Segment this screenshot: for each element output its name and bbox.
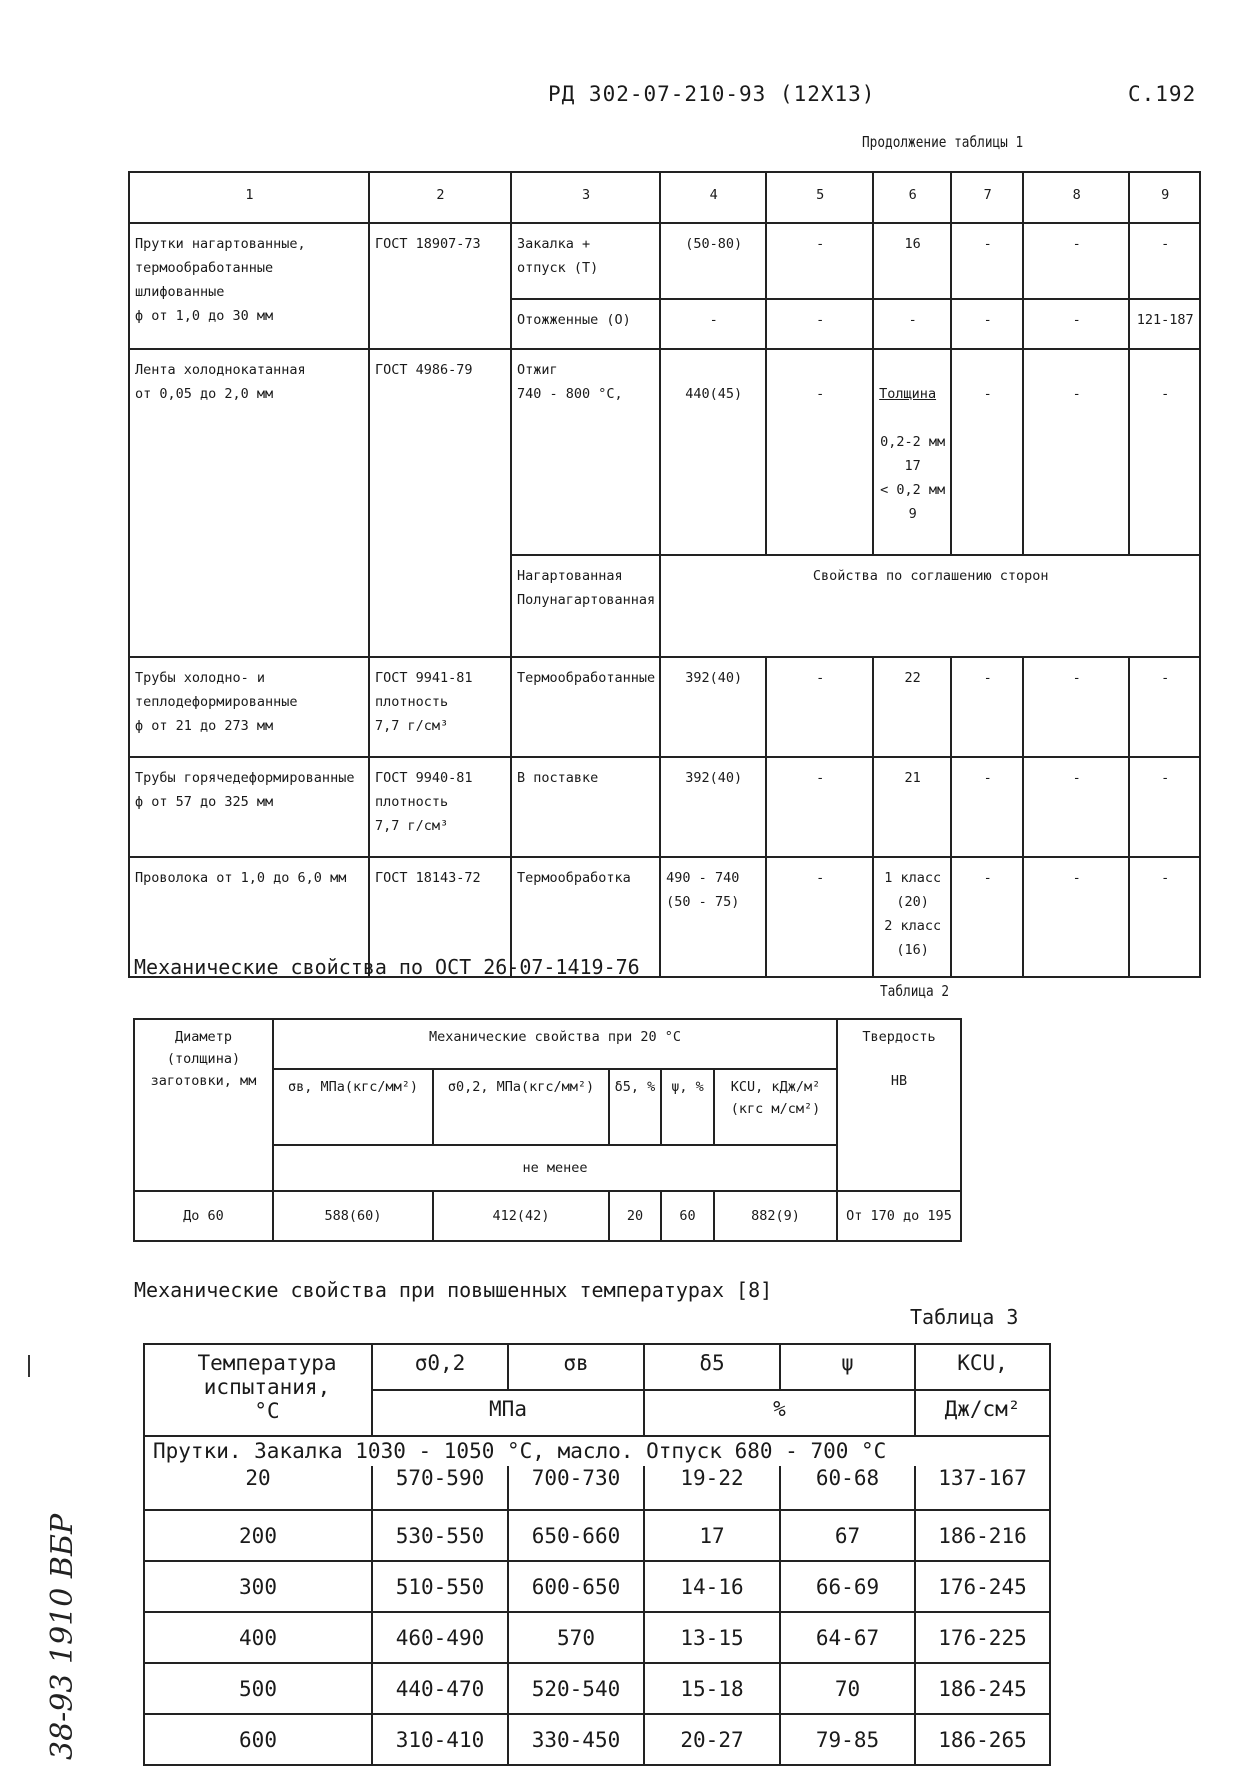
value-cell: 22 (873, 657, 951, 757)
table-row (134, 1191, 961, 1241)
table1-column-numbers (129, 172, 1200, 223)
table-row (144, 1561, 1050, 1612)
table-row (129, 349, 1200, 555)
table-cell: 60-68 (780, 1466, 915, 1510)
value-cell: - (1129, 349, 1200, 555)
table-cell: От 170 до 195 (837, 1191, 961, 1241)
value-cell: - (1023, 657, 1129, 757)
table-cell: 200 (144, 1510, 372, 1561)
state-cell: Отжиг 740 - 800 °С, (511, 349, 660, 555)
psi-header: ψ (780, 1344, 915, 1390)
table-cell: 500 (144, 1663, 372, 1714)
standard-cell: ГОСТ 4986-79 (369, 349, 511, 657)
table-cell: 186-265 (915, 1714, 1050, 1765)
col-number: 6 (873, 172, 951, 223)
table-cell: 600-650 (508, 1561, 644, 1612)
value-cell: - (1023, 349, 1129, 555)
value-cell: - (1129, 657, 1200, 757)
table-cell: 67 (780, 1510, 915, 1561)
properties-header: Механические свойства при 20 °С (273, 1019, 837, 1069)
state-cell: Термообработка (511, 857, 660, 977)
product-cell: Прутки нагартованные, термообработанные шлифованные ф от 1,0 до 30 мм (129, 223, 369, 349)
state-cell: Закалка + отпуск (Т) (511, 223, 660, 299)
table-cell: 310-410 (372, 1714, 508, 1765)
standard-cell: ГОСТ 18143-72 (369, 857, 511, 977)
delta5-header: δ5 (644, 1344, 780, 1390)
table-cell: 13-15 (644, 1612, 780, 1663)
value-cell: - (1129, 223, 1200, 299)
state-cell: Отожженные (О) (511, 299, 660, 349)
table-cell: 186-216 (915, 1510, 1050, 1561)
state-cell: Нагартованная Полунагартованная (511, 555, 660, 657)
sub-header: КСU, кДж/м² (кгс м/см²) (714, 1069, 837, 1145)
value-cell: - (766, 757, 873, 857)
table-cell: 20 (609, 1191, 661, 1241)
table-cell: 650-660 (508, 1510, 644, 1561)
value-cell: - (951, 757, 1023, 857)
table-row (129, 757, 1200, 857)
table-cell: 412(42) (433, 1191, 609, 1241)
value-cell: 21 (873, 757, 951, 857)
table-cell: 882(9) (714, 1191, 837, 1241)
diameter-header: Диаметр (толщина) заготовки, мм (134, 1019, 273, 1191)
value-cell: - (1129, 857, 1200, 977)
table-row (129, 223, 1200, 299)
table-cell: До 60 (134, 1191, 273, 1241)
state-cell: Термообработанные (511, 657, 660, 757)
col-number: 4 (660, 172, 766, 223)
table-row (134, 1019, 961, 1069)
table-cell: 70 (780, 1663, 915, 1714)
section-2-title: Механические свойства по ОСТ 26-07-1419-76 (134, 955, 640, 979)
product-cell: Проволока от 1,0 до 6,0 мм (129, 857, 369, 977)
value-cell: - (766, 657, 873, 757)
value-cell: - (1023, 223, 1129, 299)
not-less-label: не менее (273, 1145, 837, 1191)
value-cell: - (951, 223, 1023, 299)
table-cell: 588(60) (273, 1191, 433, 1241)
table-row (144, 1466, 1050, 1510)
value-cell: - (766, 349, 873, 555)
table-cell: 60 (661, 1191, 714, 1241)
table-cell: 19-22 (644, 1466, 780, 1510)
value-cell: 121-187 (1129, 299, 1200, 349)
value-cell: - (951, 857, 1023, 977)
table-cell: 186-245 (915, 1663, 1050, 1714)
value-cell: 392(40) (660, 757, 766, 857)
sub-header: δ5, % (609, 1069, 661, 1145)
handwritten-margin-note (30, 1460, 90, 1760)
table-row (144, 1344, 1050, 1390)
value-cell: 392(40) (660, 657, 766, 757)
value-cell: - (1023, 857, 1129, 977)
table-subheading-row (144, 1436, 1050, 1466)
table-cell: 510-550 (372, 1561, 508, 1612)
table3-caption: Таблица 3 (910, 1305, 1019, 1329)
table-3 (143, 1343, 1051, 1766)
table-cell: 570 (508, 1612, 644, 1663)
col-number: 1 (129, 172, 369, 223)
table-cell: 14-16 (644, 1561, 780, 1612)
table-cell: 15-18 (644, 1663, 780, 1714)
table-row (144, 1510, 1050, 1561)
table-cell: 176-225 (915, 1612, 1050, 1663)
kcu-header: KCU, (915, 1344, 1050, 1390)
value-cell: - (951, 299, 1023, 349)
value-cell: - (951, 349, 1023, 555)
col-number: 2 (369, 172, 511, 223)
sub-header: σв, МПа(кгс/мм²) (273, 1069, 433, 1145)
margin-mark (28, 1355, 30, 1377)
merged-note-cell: Свойства по соглашению сторон (660, 555, 1200, 657)
standard-cell: ГОСТ 9940-81 плотность 7,7 г/см³ (369, 757, 511, 857)
table-cell: 64-67 (780, 1612, 915, 1663)
product-cell: Лента холоднокатанная от 0,05 до 2,0 мм (129, 349, 369, 657)
col-number: 7 (951, 172, 1023, 223)
table-cell: 570-590 (372, 1466, 508, 1510)
value-cell: - (660, 299, 766, 349)
state-cell: В поставке (511, 757, 660, 857)
value-cell: 1 класс (20) 2 класс (16) (873, 857, 951, 977)
value-cell: 490 - 740 (50 - 75) (660, 857, 766, 977)
thickness-values: 0,2-2 мм 17 < 0,2 мм 9 (880, 434, 946, 522)
sub-header: σ0,2, МПа(кгс/мм²) (433, 1069, 609, 1145)
unit-percent: % (644, 1390, 915, 1436)
table-cell: 79-85 (780, 1714, 915, 1765)
sigma02-header: σ0,2 (372, 1344, 508, 1390)
value-cell: - (766, 299, 873, 349)
standard-cell: ГОСТ 9941-81 плотность 7,7 г/см³ (369, 657, 511, 757)
table1-caption: Продолжение таблицы 1 (862, 133, 1024, 151)
temperature-header: Температура испытания, °С (144, 1344, 372, 1436)
table-cell: 300 (144, 1561, 372, 1612)
table-cell: 330-450 (508, 1714, 644, 1765)
unit-mpa: МПа (372, 1390, 644, 1436)
table-cell: 440-470 (372, 1663, 508, 1714)
value-cell: - (766, 857, 873, 977)
table-row (144, 1612, 1050, 1663)
table-cell: 17 (644, 1510, 780, 1561)
treatment-subheading: Прутки. Закалка 1030 - 1050 °С, масло. Отпуск 680 - 700 °С (144, 1436, 1050, 1466)
table-2 (133, 1018, 962, 1242)
col-number: 5 (766, 172, 873, 223)
sub-header: ψ, % (661, 1069, 714, 1145)
document-title: РД 302-07-210-93 (12Х13) (548, 82, 876, 106)
value-cell: - (1023, 757, 1129, 857)
table-cell: 176-245 (915, 1561, 1050, 1612)
table-cell: 137-167 (915, 1466, 1050, 1510)
thickness-cell (873, 349, 951, 555)
page-number: С.192 (1128, 82, 1197, 106)
value-cell: - (873, 299, 951, 349)
thickness-heading: Толщина (879, 386, 937, 402)
table-cell: 460-490 (372, 1612, 508, 1663)
value-cell: 440(45) (660, 349, 766, 555)
table2-caption: Таблица 2 (880, 982, 950, 1000)
section-3-title: Механические свойства при повышенных температурах [8] (134, 1278, 773, 1302)
table-cell: 530-550 (372, 1510, 508, 1561)
table-row (144, 1663, 1050, 1714)
table-cell: 66-69 (780, 1561, 915, 1612)
col-number: 8 (1023, 172, 1129, 223)
table-cell: 20 (144, 1466, 372, 1510)
table-cell: 20-27 (644, 1714, 780, 1765)
col-number: 3 (511, 172, 660, 223)
value-cell: - (766, 223, 873, 299)
col-number: 9 (1129, 172, 1200, 223)
unit-kcu: Дж/см² (915, 1390, 1050, 1436)
product-cell: Трубы горячедеформированные ф от 57 до 325 мм (129, 757, 369, 857)
handwritten-note-text: 38-93 1910 ВБР (45, 1513, 80, 1760)
table-row (129, 657, 1200, 757)
product-cell: Трубы холодно- и теплодеформированные ф от 21 до 273 мм (129, 657, 369, 757)
table-cell: 520-540 (508, 1663, 644, 1714)
value-cell: - (951, 657, 1023, 757)
hardness-header: Твердость НВ (837, 1019, 961, 1191)
table-cell: 600 (144, 1714, 372, 1765)
value-cell: - (1129, 757, 1200, 857)
table-1 (128, 171, 1201, 978)
value-cell: (50-80) (660, 223, 766, 299)
sigma-v-header: σв (508, 1344, 644, 1390)
table-cell: 400 (144, 1612, 372, 1663)
value-cell: 16 (873, 223, 951, 299)
value-cell: - (1023, 299, 1129, 349)
standard-cell: ГОСТ 18907-73 (369, 223, 511, 349)
table-row (144, 1714, 1050, 1765)
table-cell: 700-730 (508, 1466, 644, 1510)
